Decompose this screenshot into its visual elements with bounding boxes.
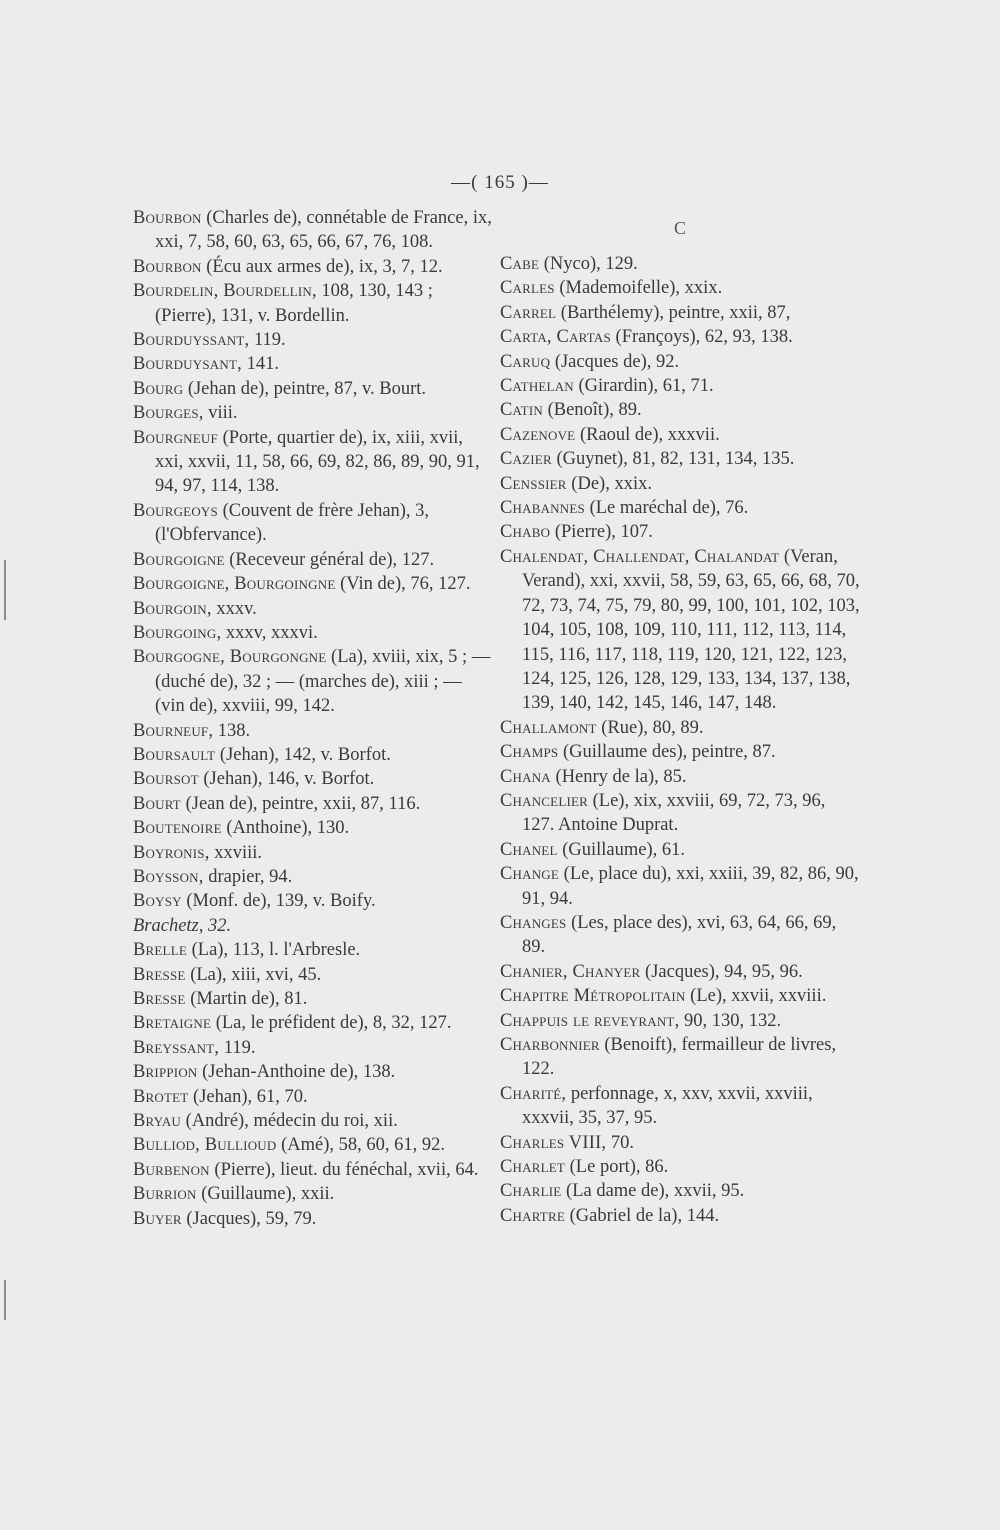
entry-references: drapier, 94. [203, 866, 293, 887]
index-entry [133, 816, 493, 840]
index-entry [500, 350, 860, 374]
entry-references: (Benoît), 89. [542, 400, 642, 421]
entry-headword: Change [500, 864, 560, 885]
entry-headword: Challamont [500, 717, 597, 738]
entry-headword: Bourgoigne, Bourgoingne [133, 574, 336, 595]
entry-references: (Jean de), peintre, xxii, 87, 116. [180, 793, 421, 814]
index-entry [133, 841, 493, 865]
entry-headword: Cazenove [500, 424, 576, 445]
entry-references: (Jacques), 94, 95, 96. [640, 961, 803, 982]
entry-references: (Le), xxvii, xxviii. [685, 986, 827, 1007]
index-entry [133, 889, 493, 913]
entry-references: (Monf. de), 139, v. Boify. [181, 891, 376, 912]
entry-references: (Jehan de), peintre, 87, v. Bourt. [183, 378, 427, 399]
entry-headword: Bourgneuf [133, 427, 218, 448]
index-entry [133, 1085, 493, 1109]
entry-headword: Bourgoigne [133, 549, 225, 570]
entry-headword: Chalendat, Challendat, Chalandat [500, 546, 780, 567]
entry-headword: Chabannes [500, 498, 585, 519]
entry-headword: Chapitre Métropolitain [500, 986, 686, 1007]
index-entry [133, 1036, 493, 1060]
index-entry [133, 645, 493, 718]
entry-headword: Brotet [133, 1086, 189, 1107]
entry-references: (Porte, quartier de), ix, xiii, xvii, xxi, xxvii, 11, 58, 66, 69, 82, 86, 89, 90, 91, 94, 97, 114, 138. [155, 427, 480, 497]
index-entry [500, 520, 860, 544]
entry-headword: Charles VIII, [500, 1132, 607, 1153]
entry-headword: Cazier [500, 449, 552, 470]
entry-references: (Guillaume des), peintre, 87. [558, 742, 776, 763]
entry-references: (Les, place des), xvi, 63, 64, 66, 69, 89. [522, 912, 837, 958]
index-entry [500, 1033, 860, 1082]
index-entry [133, 279, 493, 328]
entry-references: perfonnage, x, xxv, xxvii, xxviii, xxxvii, 35, 37, 95. [522, 1083, 813, 1129]
entry-headword: Champs [500, 742, 559, 763]
index-entry [500, 447, 860, 471]
index-entry [133, 1060, 493, 1084]
entry-headword: Changes [500, 912, 567, 933]
entry-headword: Burbenon [133, 1159, 210, 1180]
index-entry [133, 938, 493, 962]
index-entry [500, 1082, 860, 1131]
entry-headword: Boursot [133, 769, 199, 790]
entry-headword: Brelle [133, 940, 187, 961]
entry-references: (Écu aux armes de), ix, 3, 7, 12. [201, 256, 443, 277]
index-entry [500, 276, 860, 300]
entry-headword: Bourgeoys [133, 500, 218, 521]
entry-headword: Bourbon [133, 208, 202, 228]
entry-references: 141. [241, 354, 279, 375]
index-entry [133, 1182, 493, 1206]
index-entry [133, 1158, 493, 1182]
entry-headword: Brachetz, [133, 915, 204, 936]
entry-references: (La), xviii, xix, 5 ; — (duché de), 32 ; — (marches de), xiii ; — (vin de), xxviii, 99, 142. [155, 647, 491, 717]
index-entry [133, 914, 493, 938]
index-entry [500, 1155, 860, 1179]
entry-references: (De), xxix. [566, 473, 652, 494]
entry-headword: Chartre [500, 1205, 565, 1226]
entry-headword: Bourgoin, [133, 598, 212, 619]
entry-headword: Carta, Cartas [500, 327, 611, 348]
entry-references: (Le port), 86. [565, 1157, 669, 1178]
index-entry [500, 984, 860, 1008]
entry-headword: Bretaigne [133, 1013, 212, 1034]
entry-references: (Henry de la), 85. [550, 766, 687, 787]
index-entry [500, 838, 860, 862]
margin-mark [4, 560, 6, 620]
index-entry [500, 398, 860, 422]
index-entry [500, 496, 860, 520]
index-entry [133, 499, 493, 548]
index-entry [133, 865, 493, 889]
entry-headword: Chancelier [500, 790, 588, 811]
index-entry [133, 743, 493, 767]
entry-references: 90, 130, 132. [679, 1010, 782, 1031]
entry-headword: Bulliod, Bullioud [133, 1135, 277, 1156]
index-entry [133, 767, 493, 791]
margin-mark [4, 1280, 6, 1320]
right-index-column [500, 206, 860, 1228]
entry-references: (Le, place du), xxi, xxiii, 39, 82, 86, 90, 91, 94. [522, 864, 859, 909]
entry-headword: Boursault [133, 744, 216, 765]
entry-references: (Charles de), connétable de France, ix, xxi, 7, 58, 60, 63, 65, 66, 67, 76, 108. [155, 208, 492, 253]
index-entry [500, 960, 860, 984]
entry-references: (La), 113, l. l'Arbresle. [186, 940, 361, 961]
index-entry [133, 621, 493, 645]
entry-references: (Girardin), 61, 71. [573, 376, 714, 397]
entry-headword: Burrion [133, 1184, 197, 1205]
section-letter-heading: C [673, 218, 686, 238]
entry-references: (Jacques de), 92. [550, 351, 680, 372]
index-entry [133, 548, 493, 572]
entry-headword: Chanel [500, 839, 558, 860]
entry-references: (Vin de), 76, 127. [335, 574, 471, 595]
entry-references: (Amé), 58, 60, 61, 92. [276, 1135, 446, 1156]
entry-references: (Raoul de), xxxvii. [575, 424, 720, 445]
entry-references: (Receveur général de), 127. [224, 549, 435, 570]
entry-references: 108, 130, 143 ; (Pierre), 131, v. Bordellin. [155, 281, 433, 326]
entry-references: (Barthélemy), peintre, xxii, 87, [556, 302, 791, 323]
entry-headword: Chabo [500, 522, 551, 543]
entry-references: (Le maréchal de), 76. [584, 498, 749, 519]
index-entry [133, 792, 493, 816]
entry-headword: Boysson, [133, 866, 204, 887]
entry-headword: Charlie [500, 1181, 562, 1202]
entry-references: (André), médecin du roi, xii. [181, 1111, 398, 1132]
entry-references: (Jacques), 59, 79. [181, 1208, 317, 1229]
entry-headword: Breyssant, [133, 1037, 220, 1058]
entry-headword: Brippion [133, 1062, 198, 1083]
index-entry [500, 1009, 860, 1033]
index-entry [133, 987, 493, 1011]
entry-headword: Bourgoing, [133, 622, 222, 643]
index-entry [133, 377, 493, 401]
index-entry [500, 301, 860, 325]
entry-headword: Chappuis le reveyrant, [500, 1010, 680, 1031]
entry-references: (Anthoine), 130. [221, 818, 350, 839]
entry-references: (Rue), 80, 89. [596, 717, 704, 738]
entry-references: (Françoys), 62, 93, 138. [610, 327, 793, 348]
index-entry [133, 426, 493, 499]
entry-references: 32. [203, 915, 232, 936]
index-entry [133, 963, 493, 987]
index-entry [500, 716, 860, 740]
entry-headword: Bourgogne, Bourgongne [133, 647, 327, 668]
entry-references: 70. [606, 1132, 635, 1153]
index-entry [133, 1109, 493, 1133]
entry-references: viii. [203, 403, 238, 424]
entry-references: xxxv. [211, 598, 257, 619]
entry-headword: Bresse [133, 964, 186, 985]
entry-headword: Carles [500, 278, 555, 299]
entry-references: (Jehan), 142, v. Borfot. [215, 744, 391, 765]
index-entry [500, 862, 860, 911]
index-entry [500, 325, 860, 349]
entry-headword: Charité, [500, 1083, 567, 1104]
entry-references: 138. [213, 720, 251, 741]
entry-references: (Mademoifelle), xxix. [554, 278, 723, 299]
index-entry [500, 1131, 860, 1155]
entry-references: (Pierre), lieut. du fénéchal, xvii, 64. [209, 1159, 479, 1180]
index-entry [500, 472, 860, 496]
entry-references: (Benoift), fermailleur de livres, 122. [522, 1035, 837, 1080]
index-entry [133, 352, 493, 376]
index-entry [500, 423, 860, 447]
entry-headword: Cathelan [500, 376, 574, 397]
entry-headword: Chana [500, 766, 551, 787]
entry-references: 119. [219, 1037, 256, 1058]
entry-references: (La), xiii, xvi, 45. [185, 964, 322, 985]
entry-headword: Boysy [133, 891, 182, 912]
entry-headword: Bourneuf, [133, 720, 214, 741]
entry-headword: Charbonnier [500, 1035, 600, 1055]
entry-headword: Bourt [133, 793, 181, 814]
entry-references: xxxv, xxxvi. [221, 622, 318, 643]
entry-references: (Guillaume), xxii. [196, 1184, 335, 1205]
entry-references: (Pierre), 107. [550, 522, 653, 543]
entry-headword: Bourduyssant, [133, 330, 250, 351]
index-entry [500, 252, 860, 276]
entry-references: 119. [249, 330, 286, 351]
entry-headword: Carrel [500, 302, 557, 323]
entry-headword: Bresse [133, 989, 186, 1009]
index-entry [500, 911, 860, 960]
entry-headword: Cabe [500, 254, 540, 274]
index-entry [500, 765, 860, 789]
entry-headword: Bourdelin, Bourdellin, [133, 281, 317, 302]
entry-references: (Guillaume), 61. [557, 839, 686, 860]
index-entry [133, 328, 493, 352]
entry-references: (Le), xix, xxviii, 69, 72, 73, 96, 127. Antoine Duprat. [522, 790, 826, 836]
entry-headword: Bourduysant, [133, 354, 242, 375]
page-number: —( 165 )— [451, 172, 549, 193]
left-index-column [133, 206, 493, 1231]
index-entry [133, 719, 493, 743]
index-entry [133, 1133, 493, 1157]
index-entry [133, 206, 493, 255]
entry-headword: Buyer [133, 1208, 182, 1229]
index-entry [133, 1011, 493, 1035]
entry-references: (La dame de), xxvii, 95. [561, 1181, 745, 1202]
entry-headword: Bourges, [133, 403, 204, 424]
entry-references: xxviii. [209, 842, 262, 863]
entry-references: (Martin de), 81. [185, 989, 308, 1009]
entry-headword: Caruq [500, 351, 551, 372]
index-entry [500, 545, 860, 716]
index-entry [133, 1207, 493, 1231]
index-entry [133, 572, 493, 596]
entry-headword: Boutenoire [133, 818, 222, 839]
entry-headword: Bryau [133, 1111, 182, 1132]
index-entry [500, 374, 860, 398]
index-entry [133, 597, 493, 621]
entry-headword: Censsier [500, 473, 567, 494]
entry-headword: Bourbon [133, 256, 202, 277]
entry-references: (Veran, Verand), xxi, xxvii, 58, 59, 63, 65, 66, 68, 70, 72, 73, 74, 75, 79, 80, 99, 100, 101, 102, 103, 104, 105, 108, 109, 110, 111, 112, 113, 114, 115, 116, 117, 118, 119, 120, 121, 122, 123, 124, 125, 126, 128, 129, 133, 134, 137, 138, 139, 140, 142, 145, 146, 147, 148. [522, 546, 860, 714]
entry-references: (Couvent de frère Jehan), 3, (l'Obfervance). [155, 500, 430, 546]
entry-references: (Nyco), 129. [539, 254, 638, 274]
entry-headword: Charlet [500, 1157, 566, 1178]
index-entry [500, 740, 860, 764]
entry-references: (Jehan-Anthoine de), 138. [197, 1062, 396, 1083]
index-entry [500, 1204, 860, 1228]
entry-references: (La, le préfident de), 8, 32, 127. [211, 1013, 452, 1034]
entry-headword: Catin [500, 400, 543, 421]
index-entry [500, 789, 860, 838]
entry-headword: Bourg [133, 378, 184, 399]
entry-references: (Gabriel de la), 144. [564, 1205, 720, 1226]
entry-references: (Guynet), 81, 82, 131, 134, 135. [551, 449, 795, 470]
index-entry [500, 1179, 860, 1203]
index-entry [133, 255, 493, 279]
entry-references: (Jehan), 61, 70. [188, 1086, 308, 1107]
entry-headword: Chanier, Chanyer [500, 961, 641, 982]
index-entry [133, 401, 493, 425]
entry-references: (Jehan), 146, v. Borfot. [198, 769, 375, 790]
entry-headword: Boyronis, [133, 842, 210, 863]
